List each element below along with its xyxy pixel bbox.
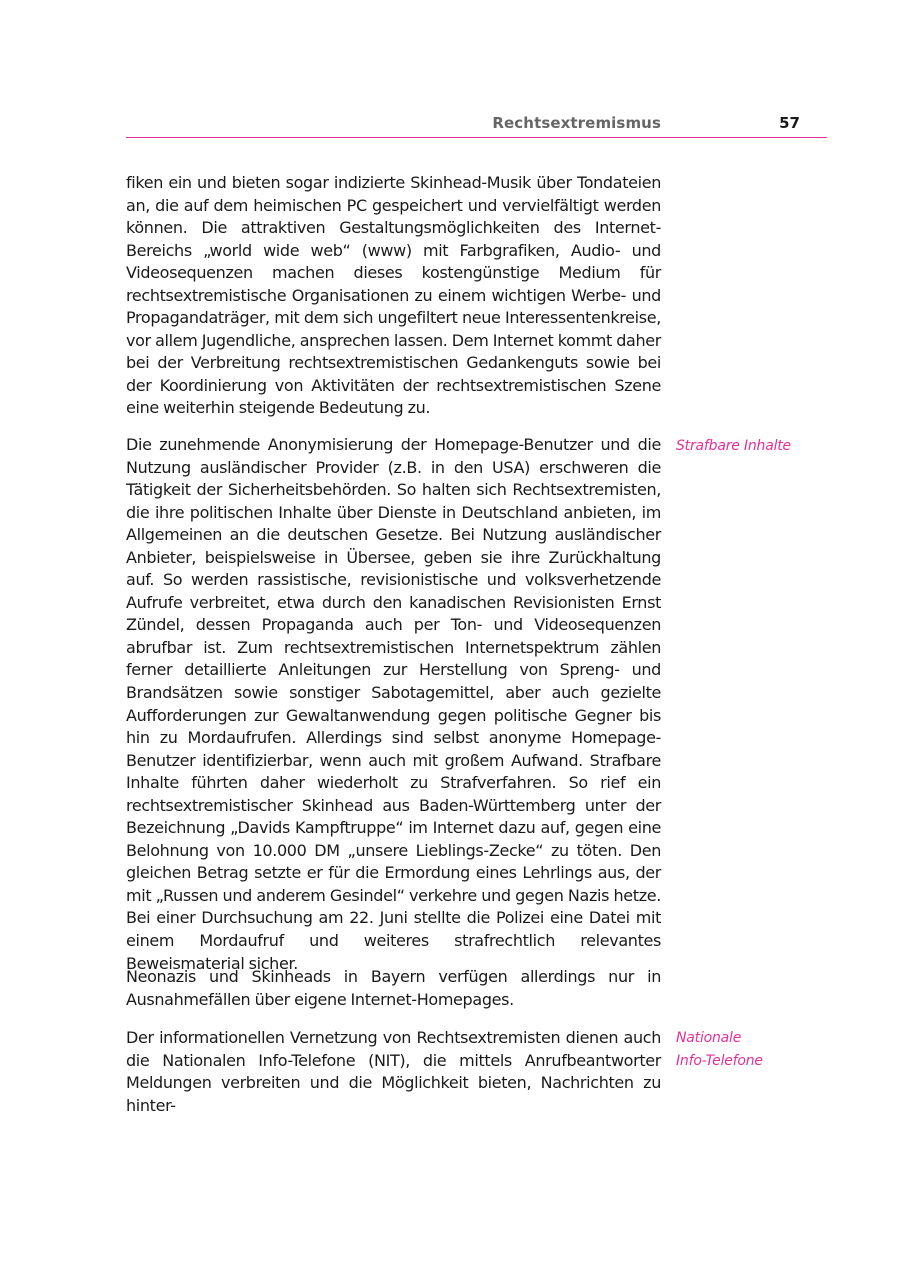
margin-note-nationale-info-telefone	[676, 1027, 856, 1072]
running-header	[126, 112, 827, 138]
margin-note-line: Nationale	[676, 1030, 742, 1046]
paragraph-info-telefone: Der informationellen Vernetzung von Rechtsextremisten dienen auch die Nationalen Info-Telefone (NIT), die mittels Anrufbeantworter Meldungen verbreiten und die Möglichkeit bieten, Nachrichten zu hinter-	[126, 1028, 661, 1115]
margin-note-strafbare-inhalte: Strafbare Inhalte	[676, 438, 791, 454]
running-title: Rechtsextremismus	[492, 114, 661, 132]
margin-note-line: Info-Telefone	[676, 1052, 763, 1069]
paragraph-internet-media: fiken ein und bieten sogar indizierte Skinhead-Musik über Tondateien an, die auf dem heimischen PC gespeichert und vervielfältigt werden können. Die attraktiven Gestaltungsmöglichkeiten des Internet-Bereichs „world wide web“ (www) mit Farbgrafiken, Audio- und Videosequenzen machen dieses kostengünstige Medium für rechtsextremistische Organisationen zu einem wichtigen Werbe- und Propagandaträger, mit dem sich ungefiltert neue Interessentenkreise, vor allem Jugendliche, ansprechen lassen. Dem Internet kommt daher bei der Verbreitung rechtsextremistischen Gedankenguts sowie bei der Koordinierung von Aktivitäten der rechtsextremistischen Szene eine weiterhin steigende Bedeutung zu.	[126, 173, 661, 418]
paragraph-neonazis-bayern: Neonazis und Skinheads in Bayern verfügen allerdings nur in Ausnahmefällen über eigene Internet-Homepages.	[126, 967, 661, 1009]
page-number: 57	[779, 114, 800, 132]
paragraph-anonymisierung: Die zunehmende Anonymisierung der Homepage-Benutzer und die Nutzung ausländischer Provider (z.B. in den USA) erschweren die Tätigkeit der Sicherheitsbehörden. So halten sich Rechtsextremisten, die ihre politischen Inhalte über Dienste in Deutschland anbieten, im Allgemeinen an die deutschen Gesetze. Bei Nutzung ausländischer Anbieter, beispielsweise in Übersee, geben sie ihre Zurückhaltung auf. So werden rassistische, revisionistische und volksverhetzende Aufrufe verbreitet, etwa durch den kanadischen Revisionisten Ernst Zündel, dessen Propaganda auch per Ton- und Videosequenzen abrufbar ist. Zum rechtsextremistischen Internetspektrum zählen ferner detaillierte Anleitungen zur Herstellung von Spreng- und Brandsätzen sowie sonstiger Sabotagemittel, aber auch gezielte Aufforderungen zur Gewaltanwendung gegen politische Gegner bis hin zu Mordaufrufen. Allerdings sind selbst anonyme Homepage-Benutzer identifizierbar, wenn auch mit großem Aufwand. Strafbare Inhalte führten daher wiederholt zu Strafverfahren. So rief ein rechtsextremistischer Skinhead aus Baden-Württemberg unter der Bezeichnung „Davids Kampftruppe“ im Internet dazu auf, gegen eine Belohnung von 10.000 DM „unsere Lieblings-Zecke“ zu töten. Den gleichen Betrag setzte er für die Ermordung eines Lehrlings aus, der mit „Russen und anderem Gesindel“ verkehre und gegen Nazis hetze. Bei einer Durchsuchung am 22. Juni stellte die Polizei eine Datei mit einem Mordaufruf und weiteres strafrechtlich relevantes Beweismaterial sicher.	[126, 435, 661, 973]
